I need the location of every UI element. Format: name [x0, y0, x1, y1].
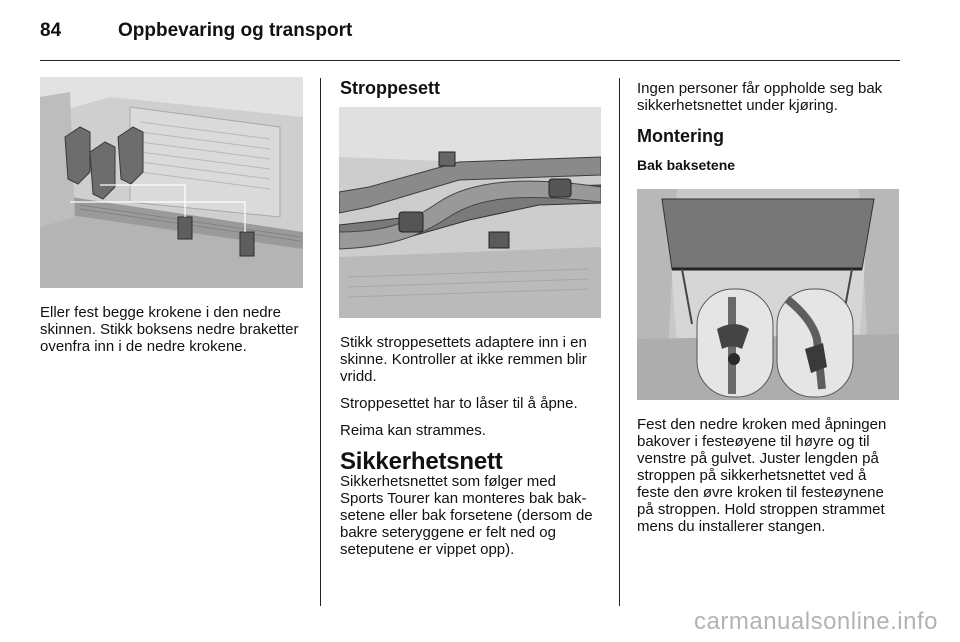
hooks-rail-illustration [40, 77, 303, 288]
column-3 [637, 80, 902, 174]
strap-kit-illustration [339, 107, 601, 318]
column-3-intro: Ingen personer får oppholde seg bak sikkerhetsnettet under kjøring. [637, 80, 883, 114]
sikkerhetsnett-heading: Sikkerhetsnett [340, 448, 503, 475]
column-1 [40, 304, 305, 365]
montering-heading: Montering [637, 126, 724, 146]
column-3-paragraph: Fest den nedre kroken med åpningen bakover i festeøyene til høyre og til venstre på gulvet. Juster lengden på stroppen på sikkerhetsnettet ved å feste den øvre kroken til festeøynene på stroppen. Hold stroppen strammet mens du installerer stangen. [637, 416, 887, 535]
column-2-paragraph-2: Stroppesettet har to låser til å åpne. [340, 395, 578, 412]
column-divider-left [320, 78, 321, 606]
bak-baksetene-subheading: Bak baksetene [637, 157, 736, 173]
column-2-heading-wrap [340, 80, 602, 97]
column-1-paragraph: Eller fest begge krokene i den nedre skinnen. Stikk boksens nedre braketter ovenfra inn i de nedre krokene. [40, 304, 299, 355]
stroppesett-heading: Stroppesett [340, 78, 441, 98]
page-number: 84 [40, 20, 62, 41]
column-2 [340, 334, 602, 568]
safety-net-illustration [637, 189, 899, 400]
header-rule [40, 60, 900, 61]
column-2-paragraph-1: Stikk stroppesettets adaptere inn i en skinne. Kontroller at ikke remmen blir vridd. [340, 334, 587, 385]
column-divider-right [619, 78, 620, 606]
column-3-body [637, 416, 902, 545]
column-2-section-paragraph: Sikkerhetsnettet som følger med Sports Tourer kan monteres bak baksetene eller bak forsetene (dersom de bakre seteryggene er felt ned og seteputene er vippet opp). [340, 473, 593, 558]
page-title: Oppbevaring og transport [118, 20, 353, 41]
column-2-paragraph-3: Reima kan strammes. [340, 422, 486, 439]
watermark-logo: carmanualsonline.info [694, 608, 938, 635]
